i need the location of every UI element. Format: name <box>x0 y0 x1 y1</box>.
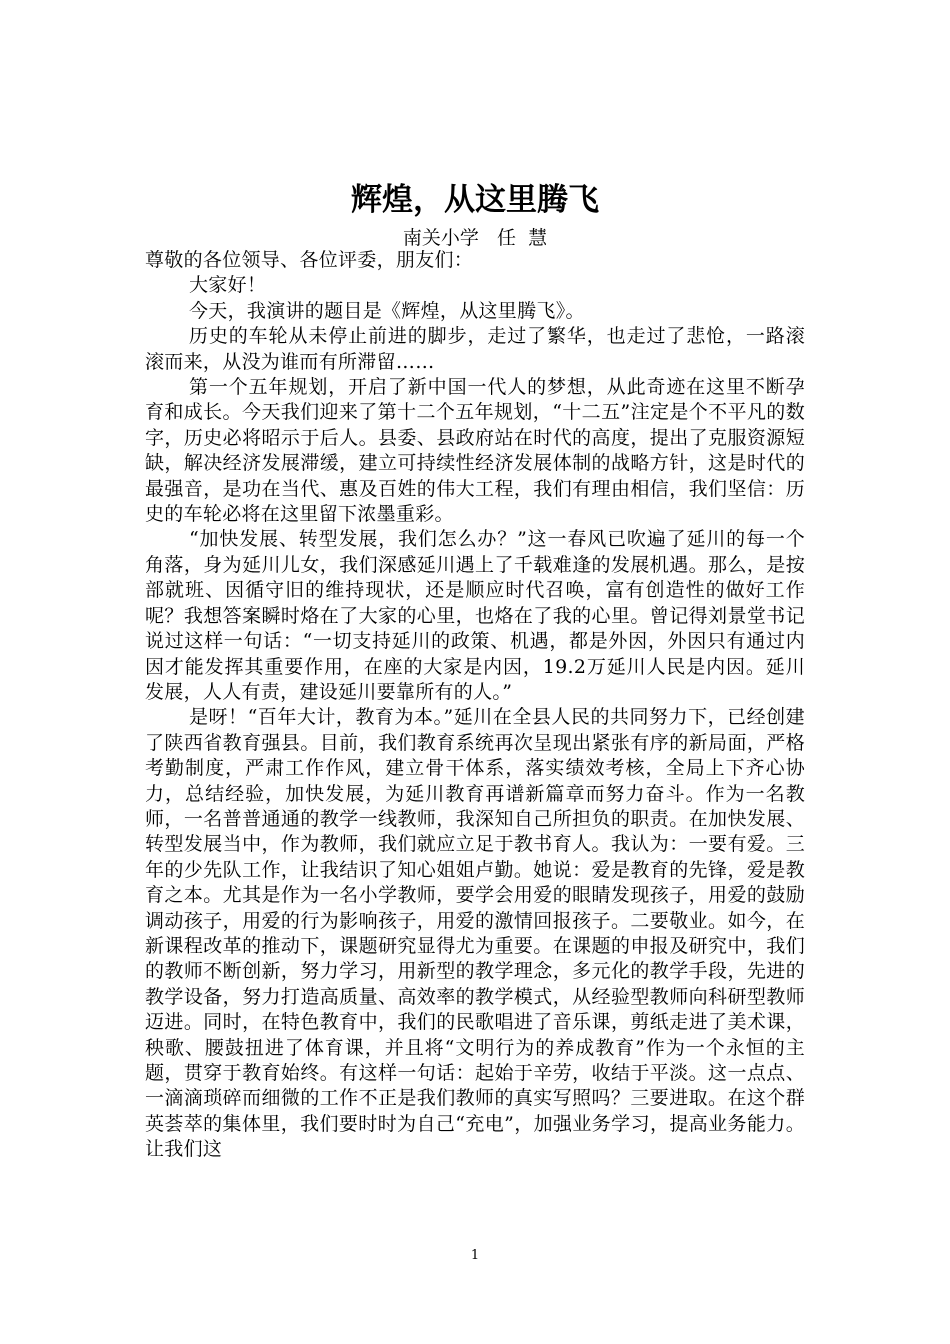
salutation: 尊敬的各位领导、各位评委，朋友们： <box>145 249 474 271</box>
paragraph-greeting: 大家好！ <box>189 274 267 297</box>
paragraph-five-year-plan: 第一个五年规划，开启了新中国一代人的梦想，从此奇迹在这里不断孕育和成长。今天我们迎来了第十二个五年规划，“十二五”注定是个不平凡的数字，历史必将昭示于后人。县委、县政府站在时代的高度，提出了克服资源短缺，解决经济发展滞缓，建立可持续性经济发展体制的战略方针，这是时代的最强音，是功在当代、惠及百姓的伟大工程，我们有理由相信，我们坚信：历史的车轮必将在这里留下浓墨重彩。 <box>145 376 805 526</box>
speech-body <box>145 248 805 1163</box>
author-byline: 南关小学 任 慧 <box>402 227 548 249</box>
paragraph-education: 是呀！“百年大计，教育为本。”延川在全县人民的共同努力下，已经创建了陕西省教育强县。目前，我们教育系统再次呈现出紧张有序的新局面，严格考勤制度，严肃工作作风，建立骨干体系，落实绩效考核，全局上下齐心协力，总结经验，加快发展，为延川教育再谱新篇章而努力奋斗。作为一名教师，一名普普通通的教学一线教师，我深知自己所担负的职责。在加快发展、转型发展当中，作为教师，我们就应立足于教书育人。我认为：一要有爱。三年的少先队工作，让我结识了知心姐姐卢勤。她说：爱是教育的先锋，爱是教育之本。尤其是作为一名小学教师，要学会用爱的眼睛发现孩子，用爱的鼓励调动孩子，用爱的行为影响孩子，用爱的激情回报孩子。二要敬业。如今，在新课程改革的推动下，课题研究显得尤为重要。在课题的申报及研究中，我们的教师不断创新，努力学习，用新型的教学理念，多元化的教学手段，先进的教学设备，努力打造高质量、高效率的教学模式，从经验型教师向科研型教师迈进。同时，在特色教育中，我们的民歌唱进了音乐课，剪纸走进了美术课，秧歌、腰鼓扭进了体育课，并且将“文明行为的养成教育”作为一个永恒的主题，贯穿于教育始终。有这样一句话：起始于辛劳，收结于平淡。这一点点、一滴滴琐碎而细微的工作不正是我们教师的真实写照吗？三要进取。在这个群英荟萃的集体里，我们要时时为自己“充电”，加强业务学习，提高业务能力。让我们这 <box>145 706 805 1161</box>
document-title: 辉煌，从这里腾飞 <box>351 182 599 218</box>
page-number: 1 <box>470 1248 480 1263</box>
paragraph-development: “加快发展、转型发展，我们怎么办？”这一春风已吹遍了延川的每一个角落，身为延川儿女，我们深感延川遇上了千载难逢的发展机遇。那么，是按部就班、因循守旧的维持现状，还是顺应时代召唤，富有创造性的做好工作呢？我想答案瞬时烙在了大家的心里，也烙在了我的心里。曾记得刘景堂书记说过这样一句话：“一切支持延川的政策、机遇，都是外因，外因只有通过内因才能发挥其重要作用，在座的大家是内因，19.2万延川人民是内因。延川发展，人人有责，建设延川要靠所有的人。” <box>145 528 805 703</box>
paragraph-topic: 今天，我演讲的题目是《辉煌，从这里腾飞》。 <box>189 299 585 322</box>
paragraph-history: 历史的车轮从未停止前进的脚步，走过了繁华，也走过了悲怆，一路滚滚而来，从没为谁而有所滞留…… <box>145 325 805 373</box>
